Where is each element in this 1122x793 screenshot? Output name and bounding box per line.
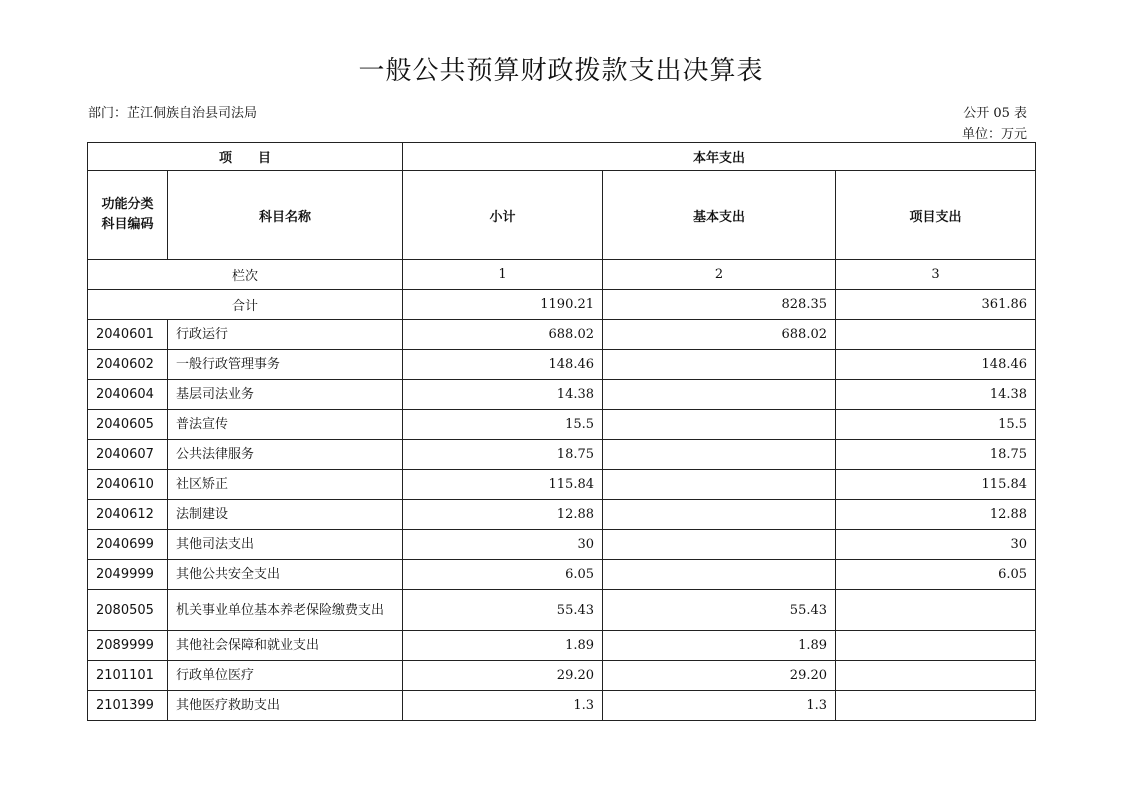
row-name: 社区矫正	[168, 470, 403, 500]
row-project	[836, 661, 1036, 691]
row-subtotal: 30	[403, 530, 603, 560]
row-subtotal: 115.84	[403, 470, 603, 500]
table-row	[88, 590, 1036, 631]
row-project: 6.05	[836, 560, 1036, 590]
total-row	[88, 290, 1036, 320]
row-basic	[603, 440, 836, 470]
table-row	[88, 380, 1036, 410]
header-subtotal: 小计	[403, 171, 603, 260]
row-project: 12.88	[836, 500, 1036, 530]
table-row	[88, 530, 1036, 560]
row-project: 14.38	[836, 380, 1036, 410]
row-subtotal: 1.3	[403, 691, 603, 721]
row-name: 其他司法支出	[168, 530, 403, 560]
column-number-1: 1	[403, 260, 603, 290]
row-code: 2101101	[88, 661, 168, 691]
column-number-3: 3	[836, 260, 1036, 290]
row-code: 2040601	[88, 320, 168, 350]
row-code: 2040699	[88, 530, 168, 560]
row-code: 2040612	[88, 500, 168, 530]
header-basic: 基本支出	[603, 171, 836, 260]
row-basic	[603, 560, 836, 590]
row-code: 2040610	[88, 470, 168, 500]
row-subtotal: 18.75	[403, 440, 603, 470]
row-code: 2080505	[88, 590, 168, 631]
row-name: 公共法律服务	[168, 440, 403, 470]
expenditure-table	[87, 142, 1036, 721]
department-label: 部门：芷江侗族自治县司法局	[88, 106, 258, 121]
row-subtotal: 12.88	[403, 500, 603, 530]
row-basic: 688.02	[603, 320, 836, 350]
header-subject-name: 科目名称	[168, 171, 403, 260]
row-subtotal: 14.38	[403, 380, 603, 410]
row-project: 30	[836, 530, 1036, 560]
row-subtotal: 55.43	[403, 590, 603, 631]
table-row	[88, 691, 1036, 721]
total-project: 361.86	[836, 290, 1036, 320]
row-subtotal: 15.5	[403, 410, 603, 440]
row-code: 2049999	[88, 560, 168, 590]
row-basic: 1.89	[603, 631, 836, 661]
row-name: 其他社会保障和就业支出	[168, 631, 403, 661]
row-project	[836, 691, 1036, 721]
column-number-label: 栏次	[88, 260, 403, 290]
row-basic	[603, 380, 836, 410]
table-row	[88, 320, 1036, 350]
row-basic: 55.43	[603, 590, 836, 631]
row-code: 2040604	[88, 380, 168, 410]
row-basic	[603, 410, 836, 440]
row-project: 18.75	[836, 440, 1036, 470]
row-subtotal: 1.89	[403, 631, 603, 661]
row-project: 15.5	[836, 410, 1036, 440]
row-name: 一般行政管理事务	[168, 350, 403, 380]
column-number-row	[88, 260, 1036, 290]
table-row	[88, 661, 1036, 691]
row-subtotal: 148.46	[403, 350, 603, 380]
table-row	[88, 631, 1036, 661]
row-code: 2101399	[88, 691, 168, 721]
page-title: 一般公共预算财政拨款支出决算表	[358, 56, 764, 86]
header-row-1	[88, 143, 1036, 171]
row-project	[836, 320, 1036, 350]
row-name: 其他医疗救助支出	[168, 691, 403, 721]
row-project	[836, 631, 1036, 661]
row-subtotal: 6.05	[403, 560, 603, 590]
row-basic	[603, 530, 836, 560]
table-code: 公开 05 表	[963, 106, 1027, 121]
row-basic: 1.3	[603, 691, 836, 721]
table-row	[88, 560, 1036, 590]
total-label: 合计	[88, 290, 403, 320]
header-item: 项 目	[88, 143, 403, 171]
row-project: 148.46	[836, 350, 1036, 380]
row-name: 行政单位医疗	[168, 661, 403, 691]
row-code: 2040602	[88, 350, 168, 380]
row-basic	[603, 470, 836, 500]
row-name: 其他公共安全支出	[168, 560, 403, 590]
table-row	[88, 500, 1036, 530]
header-project: 项目支出	[836, 171, 1036, 260]
row-name: 行政运行	[168, 320, 403, 350]
row-basic	[603, 500, 836, 530]
row-code: 2040605	[88, 410, 168, 440]
row-code: 2089999	[88, 631, 168, 661]
table-row	[88, 440, 1036, 470]
column-number-2: 2	[603, 260, 836, 290]
table-row	[88, 410, 1036, 440]
header-current-year: 本年支出	[403, 143, 1036, 171]
unit-label: 单位：万元	[961, 127, 1027, 142]
row-name: 法制建设	[168, 500, 403, 530]
row-subtotal: 29.20	[403, 661, 603, 691]
row-project	[836, 590, 1036, 631]
total-subtotal: 1190.21	[403, 290, 603, 320]
header-row-2	[88, 171, 1036, 260]
row-name: 普法宣传	[168, 410, 403, 440]
table-row	[88, 470, 1036, 500]
row-project: 115.84	[836, 470, 1036, 500]
row-basic	[603, 350, 836, 380]
row-code: 2040607	[88, 440, 168, 470]
row-subtotal: 688.02	[403, 320, 603, 350]
row-basic: 29.20	[603, 661, 836, 691]
row-name: 基层司法业务	[168, 380, 403, 410]
row-name: 机关事业单位基本养老保险缴费支出	[168, 590, 403, 631]
total-basic: 828.35	[603, 290, 836, 320]
header-func-code: 功能分类科目编码	[88, 171, 168, 260]
table-row	[88, 350, 1036, 380]
